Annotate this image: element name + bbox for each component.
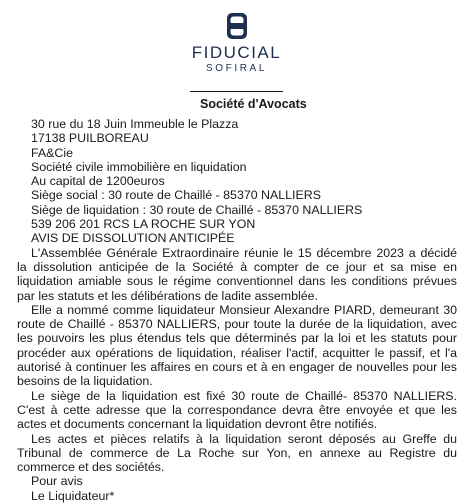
notice-title: AVIS DE DISSOLUTION ANTICIPÉE	[31, 231, 235, 246]
company-form: Société civile immobilière en liquidation	[31, 159, 247, 174]
brand-name: FIDUCIAL	[191, 43, 282, 62]
paragraph: Elle a nommé comme liquidateur Monsieur Alexandre PIARD, demeurant 30 route de Chaillé - 85370 NALLIERS, pour toute la durée de la liquidation, avec les pouvoirs les plus étendus tels que déterminés par la loi et les statuts pour procéder aux opérations de liquidation, réaliser l'actif, acquitter le passif, et l'a autorisé à continuer les affaires en cours et à en engager de nouvelles pour les besoins de la liquidation.	[17, 302, 457, 389]
paragraph: Les actes et pièces relatifs à la liquidation seront déposés au Greffe du Tribunal de commerce de La Roche sur Yon, en annexe au Registre du commerce et des sociétés.	[17, 431, 457, 475]
sub-brand-name: SOFIRAL	[206, 63, 267, 74]
registered-office: Siège social : 30 route de Chaillé - 85370 NALLIERS	[31, 188, 321, 203]
notice-body	[17, 117, 457, 503]
rcs-number: 539 206 201 RCS LA ROCHE SUR YON	[31, 217, 256, 232]
paragraph: L'Assemblée Générale Extraordinaire réunie le 15 décembre 2023 a décidé la dissolution anticipée de la Société à compter de ce jour et sa mise en liquidation amiable sous le régime conventionnel dans les conditions prévues par les statuts et les délibérations de ladite assemblée.	[17, 245, 457, 303]
signature-line: Le Liquidateur*	[31, 488, 115, 503]
company-capital: Au capital de 1200euros	[31, 174, 165, 189]
liquidation-office: Siège de liquidation : 30 route de Chaillé - 85370 NALLIERS	[31, 202, 363, 217]
fiducial-logo	[0, 12, 473, 75]
company-name: FA&Cie	[31, 145, 74, 160]
heading-divider	[190, 91, 283, 92]
fiducial-logo-icon	[226, 12, 248, 40]
paragraph: Le siège de la liquidation est fixé 30 route de Chaillé- 85370 NALLIERS. C'est à cette adresse que la correspondance devra être envoyée et que les actes et documents concernant la liquidation devront être notifiés.	[17, 388, 457, 432]
address-line: 17138 PUILBOREAU	[31, 131, 149, 146]
address-line: 30 rue du 18 Juin Immeuble le Plazza	[31, 117, 239, 131]
notice-heading: Société d'Avocats	[200, 97, 307, 111]
closing-line: Pour avis	[31, 474, 83, 489]
